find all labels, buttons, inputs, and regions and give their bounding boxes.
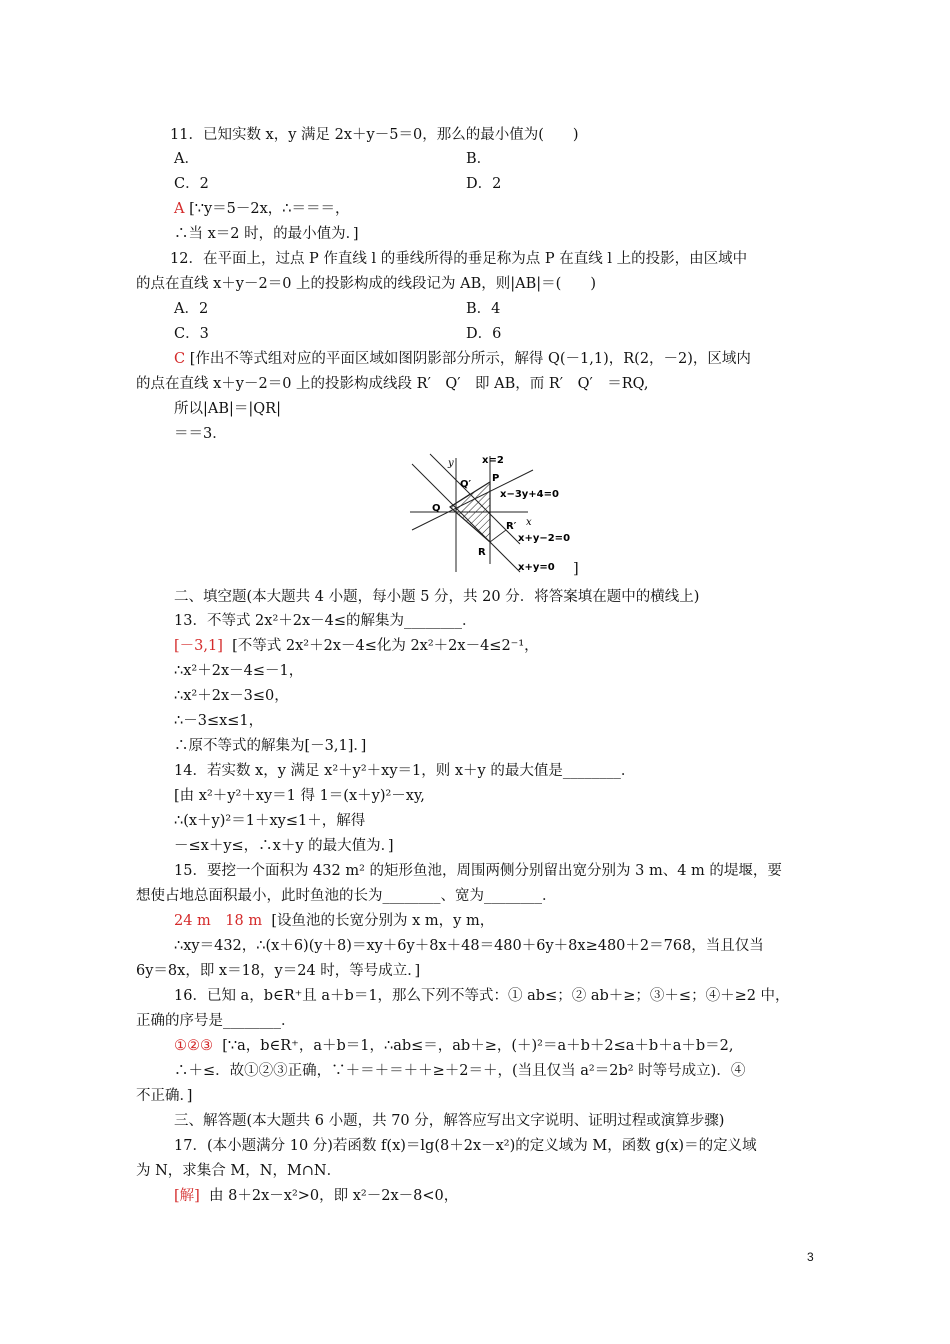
q14-solution-line3: －≤x＋y≤，∴x＋y 的最大值为．] [174, 838, 394, 854]
q16-stem-line2: 正确的序号是________． [136, 1013, 296, 1029]
q17-solution-line1 [174, 1186, 458, 1206]
q14-solution-line1: [由 x²＋y²＋xy＝1 得 1＝(x＋y)²－xy, [174, 788, 425, 804]
q15-solution-line2: ∴xy＝432，∴(x＋6)(y＋8)＝xy＋6y＋8x＋48＝480＋6y＋8x≥480＋2＝768，当且仅当 [174, 938, 764, 954]
q11-option-b: B． [466, 151, 492, 167]
q11-option-d: D．2 [466, 176, 502, 192]
q12-solution-line1 [174, 349, 751, 369]
q13-solution-line5: ∴原不等式的解集为[－3,1]．] [174, 738, 367, 754]
label-line2: x+y−2=0 [518, 533, 571, 544]
q12-stem-line1: 12．在平面上，过点 P 作直线 l 的垂线所得的垂足称为点 P 在直线 l 上的投影，由区域中 [170, 251, 748, 267]
section2-heading: 二、填空题(本大题共 4 小题，每小题 5 分，共 20 分．将答案填在题中的横线上) [174, 589, 700, 605]
q13-solution-line3: ∴x²＋2x－3≤0， [174, 688, 289, 704]
q11-option-c: C．2 [174, 176, 209, 192]
label-line1: x−3y+4=0 [500, 489, 559, 500]
q15-solution-text1: [设鱼池的长宽分别为 x m，y m， [271, 913, 495, 929]
q16-solution-line1 [174, 1036, 733, 1056]
page-number: 3 [807, 1250, 814, 1264]
q12-solution-line2: 的点在直线 x＋y－2＝0 上的投影构成线段 R′ Q′ 即 AB，而 R′ Q′ ＝RQ, [136, 376, 649, 392]
q12-option-c: C．3 [174, 326, 209, 342]
q15-stem-line2: 想使占地总面积最小，此时鱼池的长为________、宽为________． [136, 888, 557, 904]
label-q: Q [432, 503, 441, 514]
label-r: R [478, 547, 486, 558]
region-diagram [408, 452, 578, 577]
q15-solution-line1 [174, 911, 494, 931]
q13-answer: [－3,1] [174, 638, 223, 654]
q16-answer: ①②③ [174, 1038, 213, 1054]
q17-solution-text1: 由 8＋2x－x²>0，即 x²－2x－8<0， [209, 1188, 459, 1204]
section3-heading: 三、解答题(本大题共 6 小题，共 70 分，解答应写出文字说明、证明过程或演算步骤) [174, 1113, 725, 1129]
q11-option-a: A． [174, 151, 199, 167]
q13-solution-line4: ∴－3≤x≤1， [174, 713, 264, 729]
q14-solution-line2: ∴(x＋y)²＝1＋xy≤1＋，解得 [174, 813, 366, 829]
q16-solution-line2: ∴＋≤．故①②③正确，∵＋＝＋＝＋＋≥＋2＝＋，(当且仅当 a²＝2b² 时等号成立)．④ [174, 1063, 746, 1079]
q11-solution-line2: ∴当 x＝2 时，的最小值为．] [174, 226, 359, 242]
label-q-prime: Q′ [460, 479, 472, 490]
q12-answer: C [174, 351, 186, 367]
q17-stem-line1: 17．(本小题满分 10 分)若函数 f(x)＝lg(8＋2x－x²)的定义域为 M，函数 g(x)＝的定义域 [174, 1138, 757, 1154]
label-x: x [526, 517, 532, 528]
q12-option-a: A．2 [174, 301, 209, 317]
q17-stem-line2: 为 N，求集合 M，N，M∩N． [136, 1163, 342, 1179]
q15-solution-line3: 6y＝8x，即 x＝18，y＝24 时，等号成立．] [136, 963, 421, 979]
q15-stem-line1: 15．要挖一个面积为 432 m² 的矩形鱼池，周围两侧分别留出宽分别为 3 m、4 m 的堤堰，要 [174, 863, 782, 879]
q12-solution-line4: ＝＝3． [174, 426, 227, 442]
q11-solution-text1: [∵y＝5－2x，∴＝＝＝， [189, 201, 350, 217]
q12-option-b: B．4 [466, 301, 501, 317]
q13-stem: 13．不等式 2x²＋2x－4≤的解集为________． [174, 613, 477, 629]
projection-r [490, 530, 506, 542]
q11-answer: A [174, 201, 185, 217]
q12-solution-text1: [作出不等式组对应的平面区域如图阴影部分所示，解得 Q(－1,1)，R(2，－2)，区域内 [189, 351, 751, 367]
q14-stem: 14．若实数 x，y 满足 x²＋y²＋xy＝1，则 x＋y 的最大值是________． [174, 763, 636, 779]
q16-stem-line1: 16．已知 a，b∈R⁺且 a＋b＝1，那么下列不等式：① ab≤；② ab＋≥；③＋≤；④＋≥2 中， [174, 988, 790, 1004]
q12-stem-line2: 的点在直线 x＋y－2＝0 上的投影构成的线段记为 AB，则|AB|＝( ) [136, 276, 596, 292]
q13-solution-text1: [不等式 2x²＋2x－4≤化为 2x²＋2x－4≤2⁻¹， [232, 638, 539, 654]
q12-option-d: D．6 [466, 326, 502, 342]
q16-solution-text1: [∵a，b∈R⁺，a＋b＝1，∴ab≤＝，ab＋≥，(＋)²＝a＋b＋2≤a＋b＋a＋b＝2, [222, 1038, 734, 1054]
label-line3: x+y=0 [518, 562, 555, 573]
label-x2: x=2 [482, 455, 504, 466]
q12-solution-line3: 所以|AB|＝|QR| [174, 401, 281, 417]
q15-answer: 24 m 18 m [174, 913, 263, 929]
q16-solution-line3: 不正确．] [136, 1088, 193, 1104]
label-r-prime: R′ [506, 521, 517, 532]
q11-stem: 11．已知实数 x，y 满足 2x＋y－5＝0，那么的最小值为( ) [170, 127, 579, 143]
label-p: P [492, 473, 500, 484]
q12-closing-bracket: ] [573, 561, 579, 577]
q13-solution-line2: ∴x²＋2x－4≤－1， [174, 663, 304, 679]
q17-answer-label: [解] [174, 1188, 200, 1204]
q13-solution-line1 [174, 636, 539, 656]
label-y: y [448, 458, 454, 469]
q11-solution-line1 [174, 199, 350, 219]
